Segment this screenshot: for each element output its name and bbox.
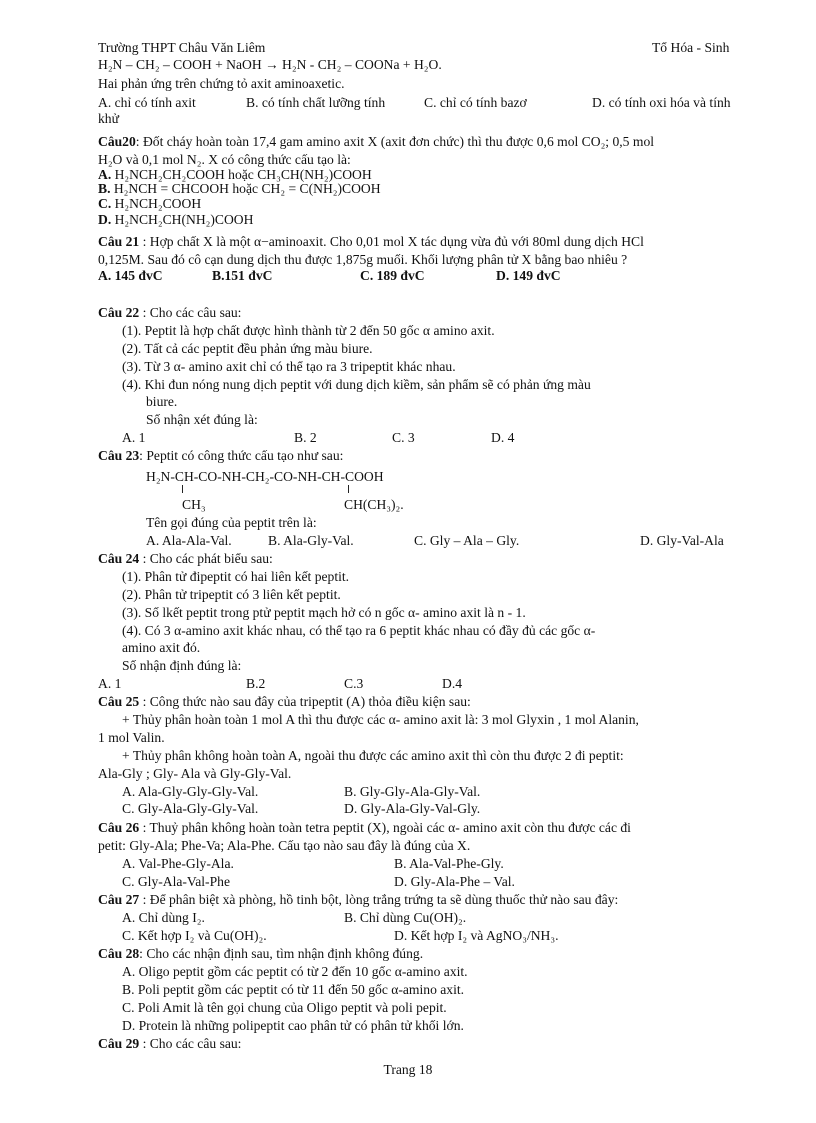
text-line: H₂O và 0,1 mol N₂. X có công thức cấu tạo là: bbox=[98, 152, 351, 167]
option-d: D. Kết hợp I₂ và AgNO₃/NH₃. bbox=[394, 928, 559, 943]
text-line: Ala-Gly ; Gly- Ala và Gly-Gly-Val. bbox=[98, 766, 292, 781]
option-b: B. Gly-Gly-Ala-Gly-Val. bbox=[344, 784, 481, 799]
option-d: D. Gly-Ala-Phe – Val. bbox=[394, 874, 515, 889]
option-c: C. 189 đvC bbox=[360, 268, 425, 283]
question-label: Câu 21 bbox=[98, 234, 140, 249]
statement: (1). Peptit là hợp chất được hình thành từ 2 đến 50 gốc α amino axit. bbox=[122, 323, 495, 338]
option-d: D. H₂NCH₂CH(NH₂)COOH bbox=[98, 212, 254, 227]
option-d: D. Protein là những polipeptit cao phân tử có phân tử khối lớn. bbox=[122, 1018, 464, 1033]
question-25 bbox=[98, 694, 471, 710]
question-29 bbox=[98, 1036, 241, 1052]
option-b: B. H₂NCH = CHCOOH hoặc CH₂ = C(NH₂)COOH bbox=[98, 181, 381, 196]
option-c: C. Gly-Ala-Gly-Gly-Val. bbox=[122, 801, 259, 816]
question-20 bbox=[98, 134, 654, 150]
question-label: Câu 22 bbox=[98, 305, 140, 320]
question-23 bbox=[98, 448, 343, 464]
option-c: C. Kết hợp I₂ và Cu(OH)₂. bbox=[122, 928, 267, 943]
text-line: Hai phản ứng trên chứng tỏ axit aminoaxetic. bbox=[98, 76, 345, 91]
option-b: B. 2 bbox=[294, 430, 317, 445]
option-d: D.4 bbox=[442, 676, 463, 691]
bond-line-right bbox=[348, 485, 349, 493]
text-line: + Thủy phân hoàn toàn 1 mol A thì thu được các α- amino axit là: 3 mol Glyxin , 1 mol Alanin, bbox=[122, 712, 639, 727]
statement: (1). Phân tử đipeptit có hai liên kết peptit. bbox=[122, 569, 350, 584]
option-c: C. Gly-Ala-Val-Phe bbox=[122, 874, 230, 889]
question-27 bbox=[98, 892, 618, 908]
option-c: C.3 bbox=[344, 676, 364, 691]
substituent: CH₃ bbox=[182, 497, 206, 512]
option-c: C. chỉ có tính bazơ bbox=[424, 95, 527, 110]
option-b: B.151 đvC bbox=[212, 268, 273, 283]
question-label: Câu 27 bbox=[98, 892, 140, 907]
text-line: 1 mol Valin. bbox=[98, 730, 165, 745]
text-line: petit: Gly-Ala; Phe-Va; Ala-Phe. Cấu tạo nào sau đây là đúng của X. bbox=[98, 838, 471, 853]
bond-line-left bbox=[182, 485, 183, 493]
option-a: A. 145 đvC bbox=[98, 268, 163, 283]
school-name: Trường THPT Châu Văn Liêm bbox=[98, 40, 266, 55]
statement: (4). Có 3 α-amino axit khác nhau, có thể tạo ra 6 peptit khác nhau có đầy đủ các gốc α- bbox=[122, 623, 596, 638]
option-d: D. Gly-Ala-Gly-Val-Gly. bbox=[344, 801, 481, 816]
question-prompt: Số nhận định đúng là: bbox=[122, 658, 242, 673]
question-text: : Hợp chất X là một α−aminoaxit. Cho 0,01 mol X tác dụng vừa đủ với 80ml dung dịch HCl bbox=[139, 234, 644, 249]
question-text: : Cho các nhận định sau, tìm nhận định không đúng. bbox=[139, 946, 424, 961]
question-24 bbox=[98, 551, 273, 567]
option-a: A. Oligo peptit gồm các peptit có từ 2 đến 10 gốc α-amino axit. bbox=[122, 964, 468, 979]
question-26 bbox=[98, 820, 631, 836]
option-d: D. 149 đvC bbox=[496, 268, 561, 283]
option-a: A. Ala-Gly-Gly-Gly-Val. bbox=[122, 784, 259, 799]
question-text: : Thuỷ phân không hoàn toàn tetra peptit (X), ngoài các α- amino axit còn thu được các đi bbox=[139, 820, 631, 835]
equation-line: H₂N – CH₂ – COOH + NaOH → H₂N - CH₂ – COONa + H₂O. bbox=[98, 57, 442, 72]
question-text: : Cho các câu sau: bbox=[139, 305, 242, 320]
option-a: A. Val-Phe-Gly-Ala. bbox=[122, 856, 234, 871]
option-d: D. Gly-Val-Ala bbox=[640, 533, 724, 548]
statement: (3). Số lkết peptit trong ptử peptit mạch hở có n gốc α- amino axit là n - 1. bbox=[122, 605, 526, 620]
option-c: C. H₂NCH₂COOH bbox=[98, 196, 202, 211]
question-prompt: Tên gọi đúng của peptit trên là: bbox=[146, 515, 317, 530]
option-d: D. 4 bbox=[491, 430, 515, 445]
option-d: D. có tính oxi hóa và tính bbox=[592, 95, 731, 110]
question-prompt: Số nhận xét đúng là: bbox=[146, 412, 258, 427]
text-line: + Thủy phân không hoàn toàn A, ngoài thu được các amino axit thì còn thu được 2 đi peptit: bbox=[122, 748, 624, 763]
option-b: B.2 bbox=[246, 676, 266, 691]
option-a: A. 1 bbox=[122, 430, 146, 445]
option-a: A. H₂NCH₂CH₂COOH hoặc CH₃CH(NH₂)COOH bbox=[98, 167, 372, 182]
option-b: B. có tính chất lưỡng tính bbox=[246, 95, 386, 110]
text-line: 0,125M. Sau đó cô cạn dung dịch thu được 1,875g muối. Khối lượng phân tử X bằng bao nhiêu ? bbox=[98, 252, 628, 267]
substituent: CH(CH₃)₂. bbox=[344, 497, 404, 512]
statement: (2). Tất cả các peptit đều phản ứng màu biure. bbox=[122, 341, 373, 356]
option-c: C. 3 bbox=[392, 430, 415, 445]
department-name: Tổ Hóa - Sinh bbox=[652, 40, 730, 55]
page-number: Trang 18 bbox=[383, 1062, 433, 1077]
question-text: : Cho các phát biểu sau: bbox=[139, 551, 273, 566]
option-a: A. 1 bbox=[98, 676, 122, 691]
statement: (4). Khi đun nóng nung dịch peptit với dung dịch kiềm, sản phẩm sẽ có phản ứng màu bbox=[122, 377, 591, 392]
question-label: Câu 23 bbox=[98, 448, 140, 463]
question-label: Câu 24 bbox=[98, 551, 140, 566]
question-text: : Peptit có công thức cấu tạo như sau: bbox=[139, 448, 344, 463]
statement: (3). Từ 3 α- amino axit chỉ có thể tạo ra 3 tripeptit khác nhau. bbox=[122, 359, 456, 374]
question-text: : Công thức nào sau đây của tripeptit (A) thỏa điều kiện sau: bbox=[139, 694, 471, 709]
option-b: B. Ala-Val-Phe-Gly. bbox=[394, 856, 504, 871]
question-21 bbox=[98, 234, 644, 250]
question-text: : Cho các câu sau: bbox=[139, 1036, 242, 1051]
statement-cont: amino axit đó. bbox=[122, 640, 201, 655]
statement: (2). Phân tử tripeptit có 3 liên kết peptit. bbox=[122, 587, 341, 602]
question-label: Câu 28 bbox=[98, 946, 140, 961]
question-label: Câu 25 bbox=[98, 694, 140, 709]
option-b: B. Chỉ dùng Cu(OH)₂. bbox=[344, 910, 467, 925]
question-22 bbox=[98, 305, 241, 321]
option-d-cont: khử bbox=[98, 111, 119, 126]
statement-cont: biure. bbox=[146, 394, 178, 409]
option-b: B. Ala-Gly-Val. bbox=[268, 533, 354, 548]
structural-formula: H₂N-CH-CO-NH-CH₂-CO-NH-CH-COOH bbox=[146, 469, 384, 484]
option-c: C. Poli Amit là tên gọi chung của Oligo peptit và poli pepit. bbox=[122, 1000, 447, 1015]
option-a: A. chỉ có tính axit bbox=[98, 95, 196, 110]
question-28 bbox=[98, 946, 423, 962]
option-a: A. Chỉ dùng I₂. bbox=[122, 910, 205, 925]
question-label: Câu20 bbox=[98, 134, 136, 149]
option-a: A. Ala-Ala-Val. bbox=[146, 533, 232, 548]
question-text: : Để phân biệt xà phòng, hồ tinh bột, lòng trắng trứng ta sẽ dùng thuốc thử nào sau đây: bbox=[139, 892, 619, 907]
question-label: Câu 29 bbox=[98, 1036, 140, 1051]
option-c: C. Gly – Ala – Gly. bbox=[414, 533, 520, 548]
question-text: : Đốt cháy hoàn toàn 17,4 gam amino axit X (axit đơn chức) thì thu được 0,6 mol CO₂; 0,5 mol bbox=[135, 134, 655, 149]
question-label: Câu 26 bbox=[98, 820, 140, 835]
option-b: B. Poli peptit gồm các peptit có từ 11 đến 50 gốc α-amino axit. bbox=[122, 982, 465, 997]
